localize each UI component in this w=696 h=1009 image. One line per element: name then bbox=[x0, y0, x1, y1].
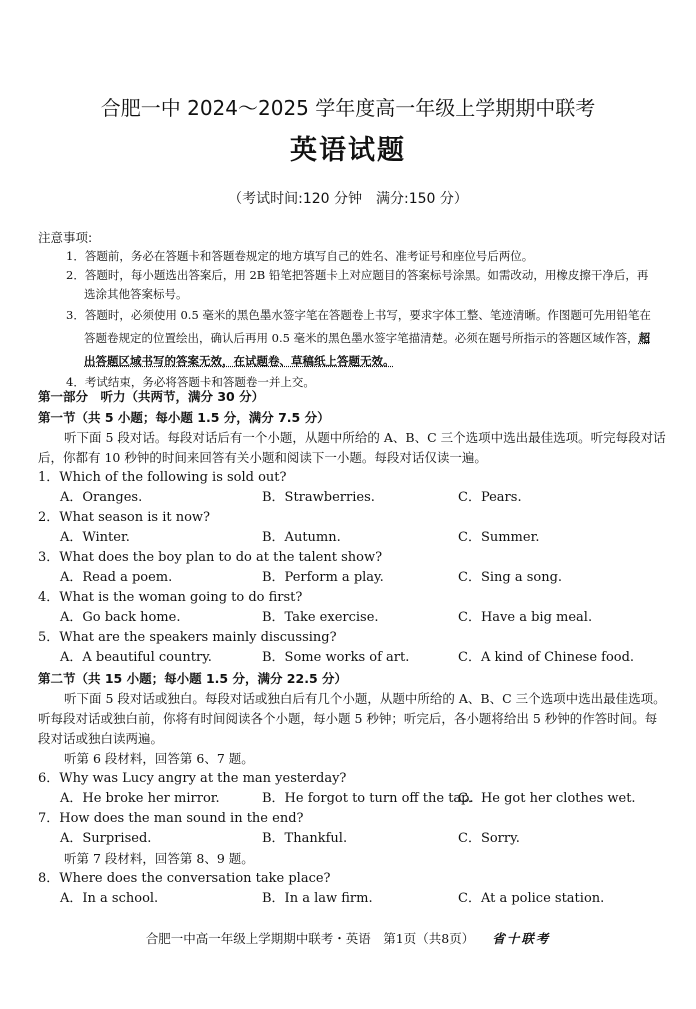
section2-heading: 第二节（共 15 小题；每小题 1.5 分，满分 22.5 分） bbox=[38, 671, 347, 686]
question-stem: 7．How does the man sound in the end? bbox=[38, 811, 304, 826]
option-b: B．Thankful. bbox=[262, 831, 348, 846]
note-item: 4．考试结束，务必将答题卡和答题卷一并上交。 bbox=[66, 375, 315, 389]
question-options bbox=[38, 608, 668, 628]
question-stem: 5．What are the speakers mainly discussing? bbox=[38, 630, 337, 645]
exam-time: （考试时间:120 分钟 满分:150 分） bbox=[228, 191, 468, 207]
material-note: 听第 6 段材料，回答第 6、7 题。 bbox=[64, 751, 254, 766]
footer-logo: 省十联考 bbox=[492, 931, 551, 946]
section2-instructions: 听下面 5 段对话或独白。每段对话或独白后有几个小题，从题中所给的 A、B、C 三个选项中选出最佳选项。听每段对话或独白前，你将有时间阅读各个小题，每小题 5 秒钟；听完后，各小题将给出 5 秒钟的作答时间。每段对话或独白读两遍。 bbox=[38, 691, 666, 746]
option-a: A．Read a poem. bbox=[60, 570, 173, 585]
option-b: B．Autumn. bbox=[262, 530, 341, 545]
note-item: 2．答题时，每小题选出答案后，用 2B 铅笔把答题卡上对应题目的答案标号涂黑。如需改动，用橡皮擦干净后，再选涂其他答案标号。 bbox=[66, 268, 649, 301]
option-c: C．Sing a song. bbox=[458, 570, 563, 585]
option-b: B．Strawberries. bbox=[262, 490, 375, 505]
option-c: C．He got her clothes wet. bbox=[458, 791, 636, 806]
notes bbox=[38, 228, 658, 392]
option-b: B．Some works of art. bbox=[262, 650, 410, 665]
option-c: C．Have a big meal. bbox=[458, 610, 593, 625]
note-item: 3．答题时，必须使用 0.5 毫米的黑色墨水签字笔在答题卷上书写，要求字体工整、笔迹清晰。作图题可先用铅笔在答题卷规定的位置绘出，确认后再用 0.5 毫米的黑色墨水签字笔描清楚。必须在题号所指示的答题区域作答，超出答题区域书写的答案无效，在试题卷、草稿纸上答题无效。 bbox=[66, 308, 651, 368]
question-stem: 4．What is the woman going to do first? bbox=[38, 590, 303, 605]
question-stem: 2．What season is it now? bbox=[38, 510, 211, 525]
option-b: B．He forgot to turn off the tap. bbox=[262, 791, 474, 806]
exam-title: 合肥一中 2024～2025 学年度高一年级上学期期中联考 bbox=[100, 96, 596, 120]
option-a: A．In a school. bbox=[60, 891, 159, 906]
note-item: 1．答题前，务必在答题卡和答题卷规定的地方填写自己的姓名、准考证号和座位号后两位。 bbox=[66, 249, 534, 263]
part-heading: 第一部分 听力（共两节，满分 30 分） bbox=[38, 389, 265, 404]
footer-text: 合肥一中高一年级上学期期中联考・英语 第1页（共8页） bbox=[145, 931, 475, 946]
option-a: A．Go back home. bbox=[60, 610, 181, 625]
question-options bbox=[38, 889, 668, 909]
question-stem: 8．Where does the conversation take place? bbox=[38, 871, 331, 886]
option-a: A．Winter. bbox=[60, 530, 130, 545]
exam-subject: 英语试题 bbox=[290, 135, 406, 166]
material-note: 听第 7 段材料，回答第 8、9 题。 bbox=[64, 851, 254, 866]
option-c: C．At a police station. bbox=[458, 891, 605, 906]
option-a: A．Surprised. bbox=[60, 831, 152, 846]
question-stem: 6．Why was Lucy angry at the man yesterday? bbox=[38, 771, 347, 786]
option-c: C．Sorry. bbox=[458, 831, 520, 846]
question-options bbox=[38, 488, 668, 508]
question-stem: 1．Which of the following is sold out? bbox=[38, 470, 287, 485]
option-c: C．Summer. bbox=[458, 530, 540, 545]
section1-heading: 第一节（共 5 小题；每小题 1.5 分，满分 7.5 分） bbox=[38, 410, 330, 425]
option-b: B．Perform a play. bbox=[262, 570, 384, 585]
listening-part bbox=[38, 386, 668, 909]
notes-heading: 注意事项: bbox=[38, 230, 93, 245]
option-c: C．Pears. bbox=[458, 490, 522, 505]
option-c: C．A kind of Chinese food. bbox=[458, 650, 635, 665]
question-options bbox=[38, 829, 668, 849]
option-a: A．Oranges. bbox=[60, 490, 143, 505]
page-footer bbox=[0, 929, 696, 947]
note-emphasis: 超出答题区域书写的答案无效，在试题卷、草稿纸上答题无效。 bbox=[84, 331, 651, 368]
question-options bbox=[38, 568, 668, 588]
option-a: A．A beautiful country. bbox=[60, 650, 212, 665]
option-b: B．In a law firm. bbox=[262, 891, 373, 906]
question-options bbox=[38, 528, 668, 548]
section1-instructions: 听下面 5 段对话。每段对话后有一个小题，从题中所给的 A、B、C 三个选项中选出最佳选项。听完每段对话后，你都有 10 秒钟的时间来回答有关小题和阅读下一小题。每段对话仅读一遍。 bbox=[38, 430, 666, 465]
option-a: A．He broke her mirror. bbox=[60, 791, 220, 806]
question-options bbox=[38, 789, 668, 809]
option-b: B．Take exercise. bbox=[262, 610, 379, 625]
question-options bbox=[38, 648, 668, 668]
question-stem: 3．What does the boy plan to do at the talent show? bbox=[38, 550, 383, 565]
